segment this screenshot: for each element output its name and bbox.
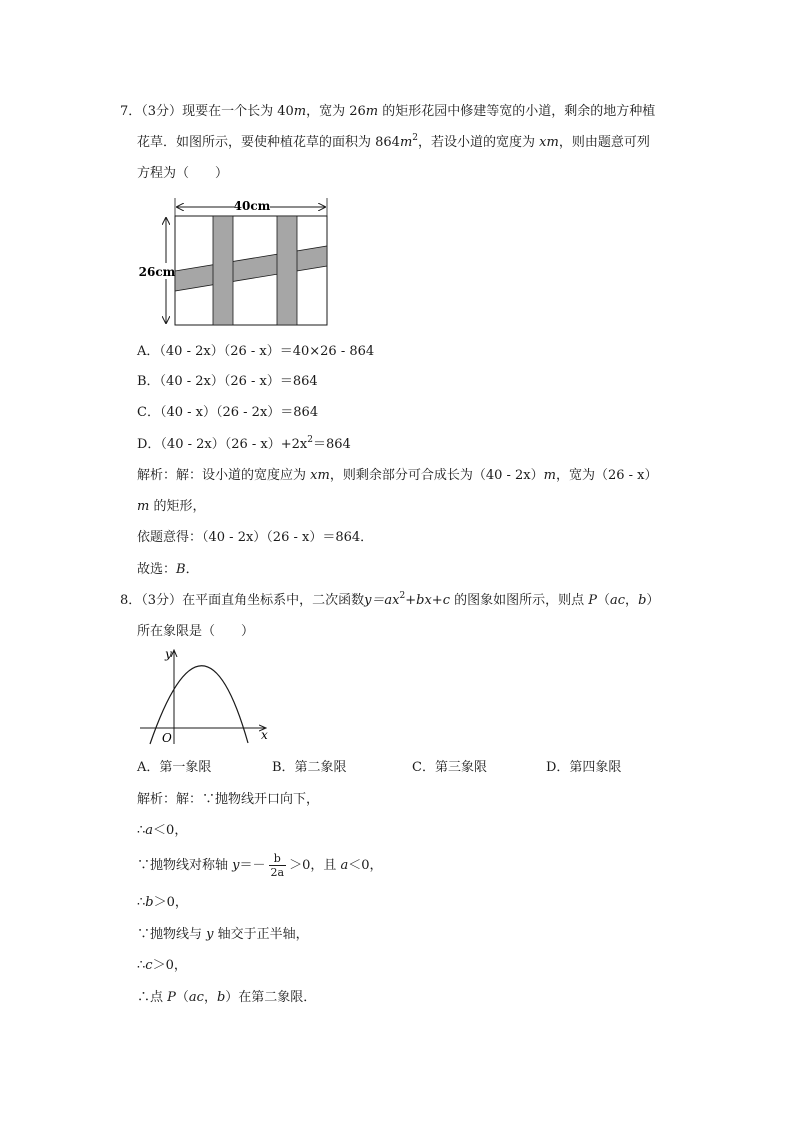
q8-analysis-line5	[137, 925, 309, 945]
q7-answer-text: ．	[185, 562, 199, 577]
q8-text: ，	[625, 593, 639, 608]
height-label: 26cm	[138, 265, 176, 279]
q8-text: （	[597, 593, 611, 608]
fraction-b-over-2a	[269, 852, 287, 879]
q8-analysis-line6	[137, 956, 187, 976]
q8-analysis-line4	[137, 893, 188, 913]
q8-variable: a	[145, 823, 154, 838]
q7-analysis-text: 解析：解：设小道的宽度应为	[137, 468, 311, 483]
q7-line1	[120, 102, 655, 122]
q8-variable: ac	[610, 593, 626, 608]
q7-text: ，则由题意可列	[558, 135, 650, 150]
q7-answer-letter: B	[176, 562, 186, 577]
q8-analysis-text: ＜0，	[348, 858, 383, 873]
q8-parabola-figure	[136, 644, 276, 748]
q8-variable: a	[340, 858, 349, 873]
q7-analysis-line1	[137, 466, 657, 486]
q7-superscript: 2	[412, 133, 419, 143]
vertical-path-right	[277, 216, 297, 325]
q7-variable: xm	[539, 135, 559, 150]
q8-analysis-text: ∵抛物线对称轴	[137, 858, 233, 873]
q8-option-c: C．第三象限	[412, 760, 487, 775]
q8-variable: y	[232, 858, 240, 873]
q8-variable: y	[206, 927, 214, 942]
q8-superscript: 2	[399, 591, 406, 601]
q8-analysis-text: ）在第二象限．	[225, 990, 317, 1005]
q7-text: 的矩形花园中修建等宽的小道，剩余的地方种植	[378, 104, 656, 119]
q8-analysis-text: ＞0，	[152, 958, 187, 973]
q7-option-d-text: ＝864	[313, 437, 351, 452]
therefore-symbol: ∴	[137, 823, 146, 838]
q7-unit: m	[293, 104, 307, 119]
q7-option-a: A．（40 - 2x）（26 - x）＝40×26 - 864	[137, 344, 375, 359]
q8-option-b: B．第二象限	[272, 760, 347, 775]
q8-line2: 所在象限是（ ）	[137, 624, 255, 639]
q8-analysis-line7	[137, 988, 316, 1008]
q8-number: 8．	[120, 593, 142, 608]
q7-unit: m	[365, 104, 379, 119]
q8-analysis-line1: 解析：解：∵抛物线开口向下，	[137, 792, 320, 807]
q7-unit: m	[399, 135, 413, 150]
q7-text: ，若设小道的宽度为	[418, 135, 540, 150]
y-axis-label: y	[165, 647, 172, 661]
q8-variable: b	[216, 990, 226, 1005]
q8-option-d: D．第四象限	[546, 760, 622, 775]
q7-answer-text: 故选：	[137, 562, 177, 577]
q8-analysis-text: （	[175, 990, 189, 1005]
q7-superscript: 2	[307, 435, 313, 445]
q7-analysis-line2	[137, 497, 205, 517]
q7-text: 花草．如图所示，要使种植花草的面积为 864	[137, 135, 400, 150]
q8-variable: ac	[188, 990, 204, 1005]
q8-point: P	[167, 990, 176, 1005]
q7-text: ，宽为 26	[306, 104, 366, 119]
q8-analysis-text: ＞0，	[153, 895, 188, 910]
q8-analysis-line2	[137, 821, 187, 841]
q7-analysis-text: ，宽为（26 - x）	[555, 468, 658, 483]
q8-analysis-text: ＜0，	[153, 823, 188, 838]
q8-function: y＝ax	[364, 593, 400, 608]
q8-text: ）	[646, 593, 660, 608]
width-label: 40cm	[233, 199, 271, 213]
q8-score: （3分）	[141, 593, 183, 608]
q8-analysis-line3	[137, 852, 383, 879]
q8-analysis-text: ∴点	[137, 990, 168, 1005]
q7-analysis-text: ，则剩余部分可合成长为（40 - 2x）	[329, 468, 544, 483]
q7-score: （3分）	[141, 104, 183, 119]
q8-variable: c	[145, 958, 153, 973]
q7-unit: m	[543, 468, 556, 483]
q7-text: 现要在一个长为 40	[182, 104, 294, 119]
q7-unit: m	[137, 499, 150, 514]
q8-variable: b	[145, 895, 154, 910]
q7-line3: 方程为（ ）	[137, 166, 229, 181]
q7-option-d-text: D．（40 - 2x）（26 - x）+2x	[137, 437, 308, 452]
q8-function: +bx+c	[405, 593, 450, 608]
q7-answer	[137, 560, 199, 580]
q7-option-c: C．（40 - x）（26 - 2x）＝864	[137, 405, 319, 420]
q8-point: P	[588, 593, 597, 608]
q7-variable: xm	[310, 468, 330, 483]
q7-option-d	[137, 435, 351, 455]
vertical-path-left	[213, 216, 233, 325]
therefore-symbol: ∴	[137, 895, 146, 910]
q8-option-a: A．第一象限	[137, 760, 212, 775]
q8-variable: b	[638, 593, 647, 608]
fraction-denominator: 2a	[270, 866, 285, 879]
q8-text: 在平面直角坐标系中，二次函数	[182, 593, 365, 608]
q7-analysis-text: 的矩形，	[149, 499, 206, 514]
q8-analysis-text: ∵抛物线与	[137, 927, 207, 942]
q7-number: 7．	[120, 104, 142, 119]
q8-analysis-text: ，	[203, 990, 217, 1005]
q8-analysis-text: ＝－	[239, 858, 266, 873]
q8-line1	[120, 591, 659, 611]
q8-analysis-text: ＞0，且	[289, 858, 341, 873]
q7-analysis-line3: 依题意得：（40 - 2x）（26 - x）＝864．	[137, 530, 374, 545]
q7-line2	[137, 133, 650, 153]
q7-garden-figure	[136, 194, 336, 334]
therefore-symbol: ∴	[137, 958, 146, 973]
q7-option-b: B．（40 - 2x）（26 - x）＝864	[137, 374, 318, 389]
q8-text: 的图象如图所示，则点	[449, 593, 589, 608]
fraction-numerator: b	[269, 852, 287, 866]
x-axis-label: x	[261, 728, 268, 742]
q8-analysis-text: 轴交于正半轴，	[213, 927, 309, 942]
origin-label: O	[162, 731, 172, 745]
